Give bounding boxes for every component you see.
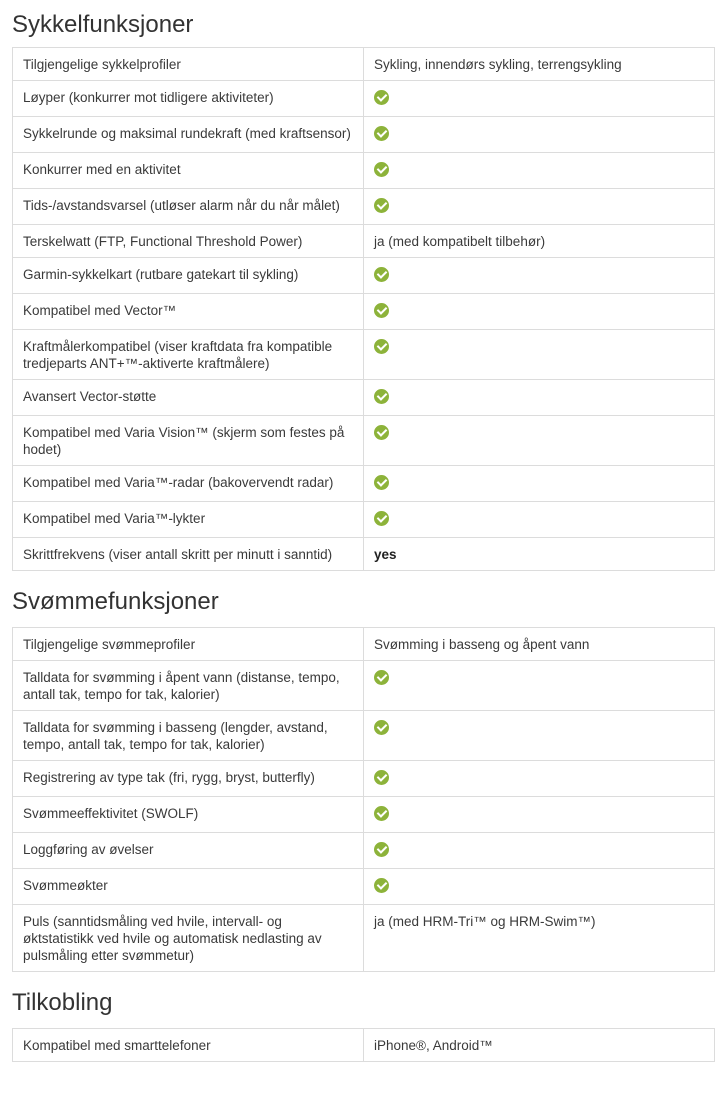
feature-label: Puls (sanntidsmåling ved hvile, intervall- og øktstatistikk ved hvile og automatisk nedlasting av pulsmåling etter svømmetur): [13, 905, 364, 972]
table-row: [13, 380, 715, 416]
table-row: [13, 225, 715, 258]
section-connectivity: [0, 972, 720, 1062]
feature-label: Tilgjengelige sykkelprofiler: [13, 48, 364, 81]
feature-value: [364, 48, 715, 81]
feature-label: Talldata for svømming i basseng (lengder, avstand, tempo, antall tak, tempo for tak, kalorier): [13, 711, 364, 761]
feature-label: Talldata for svømming i åpent vann (distanse, tempo, antall tak, tempo for tak, kalorier): [13, 661, 364, 711]
feature-value-text: ja (med HRM-Tri™ og HRM-Swim™): [374, 914, 596, 929]
check-circle-icon: [374, 842, 389, 857]
feature-value: [364, 153, 715, 189]
check-circle-icon: [374, 770, 389, 785]
feature-value-text: ja (med kompatibelt tilbehør): [374, 234, 546, 249]
table-row: [13, 466, 715, 502]
check-circle-icon: [374, 475, 389, 490]
table-row: [13, 258, 715, 294]
check-circle-icon: [374, 267, 389, 282]
spec-table: [12, 47, 715, 571]
feature-value: [364, 661, 715, 711]
feature-value-text: Sykling, innendørs sykling, terrengsykling: [374, 57, 622, 72]
check-circle-icon: [374, 511, 389, 526]
table-row: [13, 905, 715, 972]
check-circle-icon: [374, 162, 389, 177]
feature-label: Tids-/avstandsvarsel (utløser alarm når du når målet): [13, 189, 364, 225]
section-swimming: [0, 571, 720, 972]
feature-label: Kompatibel med Varia Vision™ (skjerm som festes på hodet): [13, 416, 364, 466]
feature-value: [364, 905, 715, 972]
feature-value: [364, 380, 715, 416]
table-row: [13, 502, 715, 538]
feature-value: [364, 1029, 715, 1062]
feature-value: [364, 502, 715, 538]
table-row: [13, 869, 715, 905]
table-row: [13, 153, 715, 189]
table-row: [13, 1029, 715, 1062]
table-row: [13, 628, 715, 661]
feature-value: [364, 294, 715, 330]
feature-label: Konkurrer med en aktivitet: [13, 153, 364, 189]
feature-value-text: iPhone®, Android™: [374, 1038, 493, 1053]
feature-value: [364, 416, 715, 466]
feature-label: Avansert Vector-støtte: [13, 380, 364, 416]
feature-value: [364, 833, 715, 869]
check-circle-icon: [374, 806, 389, 821]
table-row: [13, 189, 715, 225]
feature-value: [364, 538, 715, 571]
feature-value: [364, 330, 715, 380]
check-circle-icon: [374, 339, 389, 354]
feature-value: [364, 628, 715, 661]
feature-value: [364, 711, 715, 761]
table-row: [13, 416, 715, 466]
table-row: [13, 833, 715, 869]
feature-label: Terskelwatt (FTP, Functional Threshold Power): [13, 225, 364, 258]
feature-value: [364, 761, 715, 797]
feature-value: [364, 466, 715, 502]
table-row: [13, 48, 715, 81]
feature-label: Kompatibel med Vector™: [13, 294, 364, 330]
section-title: Sykkelfunksjoner: [12, 11, 194, 38]
feature-label: Tilgjengelige svømmeprofiler: [13, 628, 364, 661]
feature-label: Registrering av type tak (fri, rygg, bryst, butterfly): [13, 761, 364, 797]
check-circle-icon: [374, 670, 389, 685]
table-row: [13, 661, 715, 711]
table-row: [13, 330, 715, 380]
feature-label: Kompatibel med smarttelefoner: [13, 1029, 364, 1062]
table-row: [13, 294, 715, 330]
feature-label: Skrittfrekvens (viser antall skritt per minutt i sanntid): [13, 538, 364, 571]
feature-label: Svømmeeffektivitet (SWOLF): [13, 797, 364, 833]
feature-label: Kompatibel med Varia™-radar (bakovervendt radar): [13, 466, 364, 502]
check-circle-icon: [374, 425, 389, 440]
feature-value: [364, 117, 715, 153]
check-circle-icon: [374, 720, 389, 735]
feature-value: [364, 797, 715, 833]
table-row: [13, 117, 715, 153]
feature-label: Svømmeøkter: [13, 869, 364, 905]
check-circle-icon: [374, 90, 389, 105]
feature-value: [364, 225, 715, 258]
feature-label: Løyper (konkurrer mot tidligere aktiviteter): [13, 81, 364, 117]
check-circle-icon: [374, 878, 389, 893]
feature-label: Kompatibel med Varia™-lykter: [13, 502, 364, 538]
spec-table: [12, 1028, 715, 1062]
feature-value: [364, 869, 715, 905]
feature-label: Loggføring av øvelser: [13, 833, 364, 869]
feature-value: [364, 81, 715, 117]
feature-label: Kraftmålerkompatibel (viser kraftdata fra kompatible tredjeparts ANT+™-aktiverte kraftmålere): [13, 330, 364, 380]
table-row: [13, 761, 715, 797]
spec-table: [12, 627, 715, 972]
check-circle-icon: [374, 198, 389, 213]
table-row: [13, 81, 715, 117]
feature-value-text: Svømming i basseng og åpent vann: [374, 637, 590, 652]
table-row: [13, 797, 715, 833]
check-circle-icon: [374, 303, 389, 318]
feature-label: Sykkelrunde og maksimal rundekraft (med kraftsensor): [13, 117, 364, 153]
feature-value: [364, 258, 715, 294]
table-row: [13, 711, 715, 761]
check-circle-icon: [374, 126, 389, 141]
feature-label: Garmin-sykkelkart (rutbare gatekart til sykling): [13, 258, 364, 294]
table-row: [13, 538, 715, 571]
section-title: Svømmefunksjoner: [12, 588, 219, 615]
section-title: Tilkobling: [12, 989, 113, 1016]
feature-value-text: yes: [374, 547, 397, 562]
check-circle-icon: [374, 389, 389, 404]
feature-value: [364, 189, 715, 225]
